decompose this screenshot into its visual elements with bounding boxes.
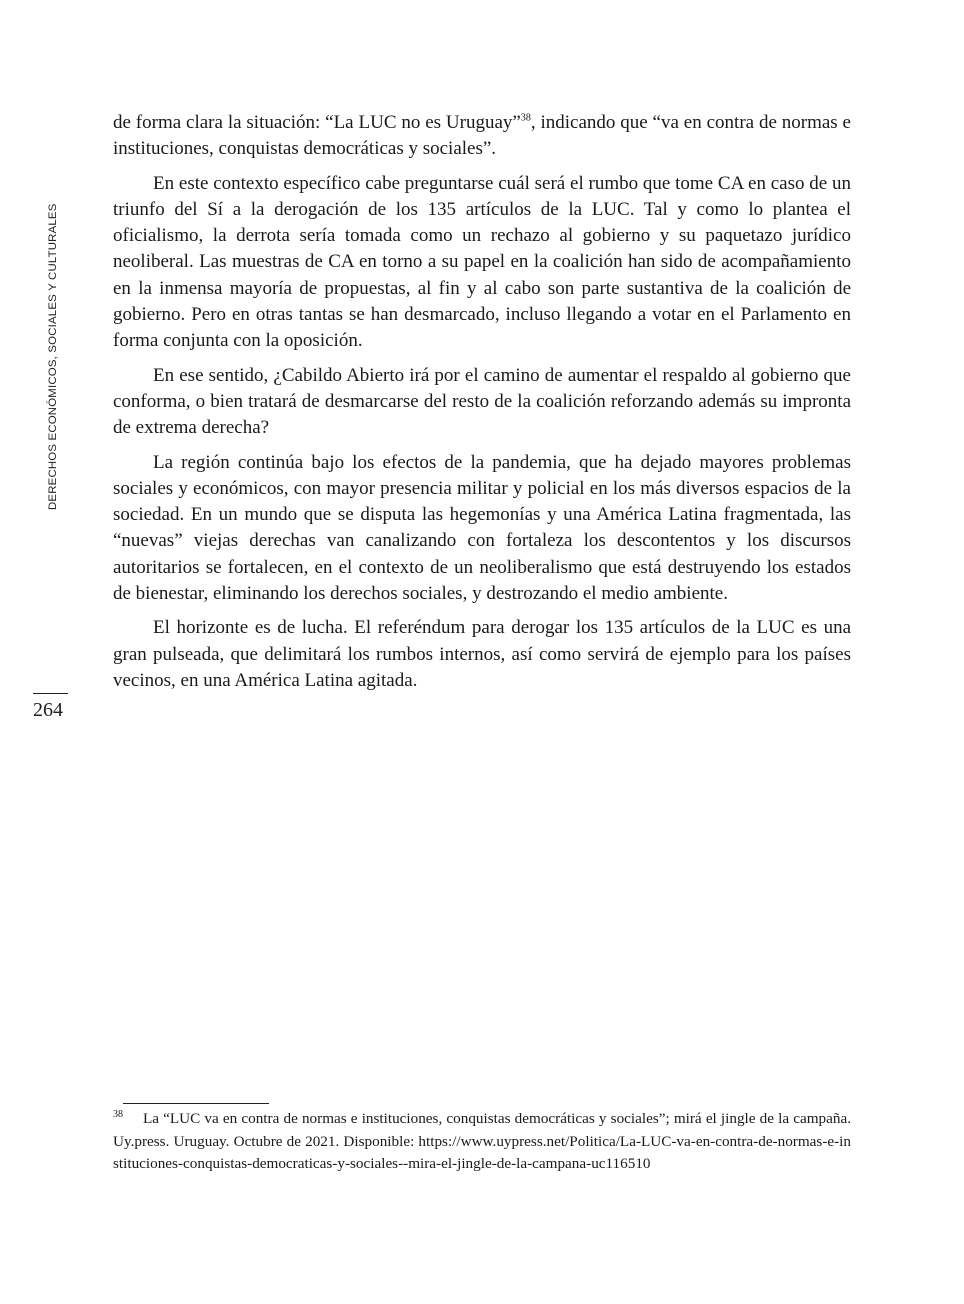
footnote: 38 La “LUC va en contra de normas e instituciones, conquistas democráticas y sociales”; mirá el jingle de la campaña. Uy.press. Uruguay. Octubre de 2021. Disponible: https://www.uypress.net/Politica/La-LUC-va-en-contra-de-normas-e-instituciones-conquistas-democraticas-y-sociales--mira-el-jingle-de-la-campana-uc116510 (113, 1108, 851, 1172)
page-number-rule (33, 693, 68, 694)
paragraph-2: En este contexto específico cabe preguntarse cuál será el rumbo que tome CA en caso de un triunfo del Sí a la derogación de los 135 artículos de la LUC. Tal y como lo plantea el oficialismo, la derrota sería tomada como un rechazo al gobierno y su paquetazo jurídico neoliberal. Las muestras de CA en torno a su papel en la coalición han sido de acompañamiento en la inmensa mayoría de propuestas, al fin y al cabo son parte sustantiva de la coalición de gobierno. Pero en otras tantas se han desmarcado, incluso llegando a votar en el Parlamento en forma conjunta con la oposición. (113, 172, 851, 352)
footnote-text: La “LUC va en contra de normas e instituciones, conquistas democráticas y sociales”; mirá el jingle de la campaña. Uy.press. Uruguay. Octubre de 2021. Disponible: https://www.uypress.net/Politica/La-LUC-va-en-contra-de-normas-e-instituciones-conquistas-democraticas-y-sociales--mira-el-jingle-de-la-campana-uc116510 (113, 1110, 851, 1172)
paragraph-1-text: de forma clara la situación: “La LUC no es Uruguay” (113, 112, 521, 133)
paragraph-1 (113, 110, 851, 163)
paragraph-4: La región continúa bajo los efectos de la pandemia, que ha dejado mayores problemas sociales y económicos, con mayor presencia militar y policial en los más diversos espacios de la sociedad. En un mundo que se disputa las hegemonías y una América Latina fragmentada, las “nuevas” viejas derechas van canalizando con fortaleza los descontentos y los discursos autoritarios se fortalecen, en el contexto de un neoliberalismo que está destruyendo los estados de bienestar, eliminando los derechos sociales, y destrozando el medio ambiente. (113, 451, 851, 605)
paragraph-1-continuation: , indicando que “va en contra de normas e instituciones, conquistas democráticas y sociales”. (113, 112, 851, 160)
paragraph-5: El horizonte es de lucha. El referéndum para derogar los 135 artículos de la LUC es una gran pulseada, que delimitará los rumbos internos, así como servirá de ejemplo para los países vecinos, en una América Latina agitada. (113, 617, 851, 691)
footnote-separator (123, 1103, 269, 1104)
paragraph-3: En ese sentido, ¿Cabildo Abierto irá por el camino de aumentar el respaldo al gobierno que conforma, o bien tratará de desmarcarse del resto de la coalición reforzando además su impronta de extrema derecha? (113, 364, 851, 439)
page-number: 264 (33, 699, 63, 721)
running-head: DERECHOS ECONÓMICOS, SOCIALES Y CULTURALES (47, 203, 59, 510)
body-text (113, 110, 851, 702)
footnote-reference: 38 (520, 112, 531, 124)
